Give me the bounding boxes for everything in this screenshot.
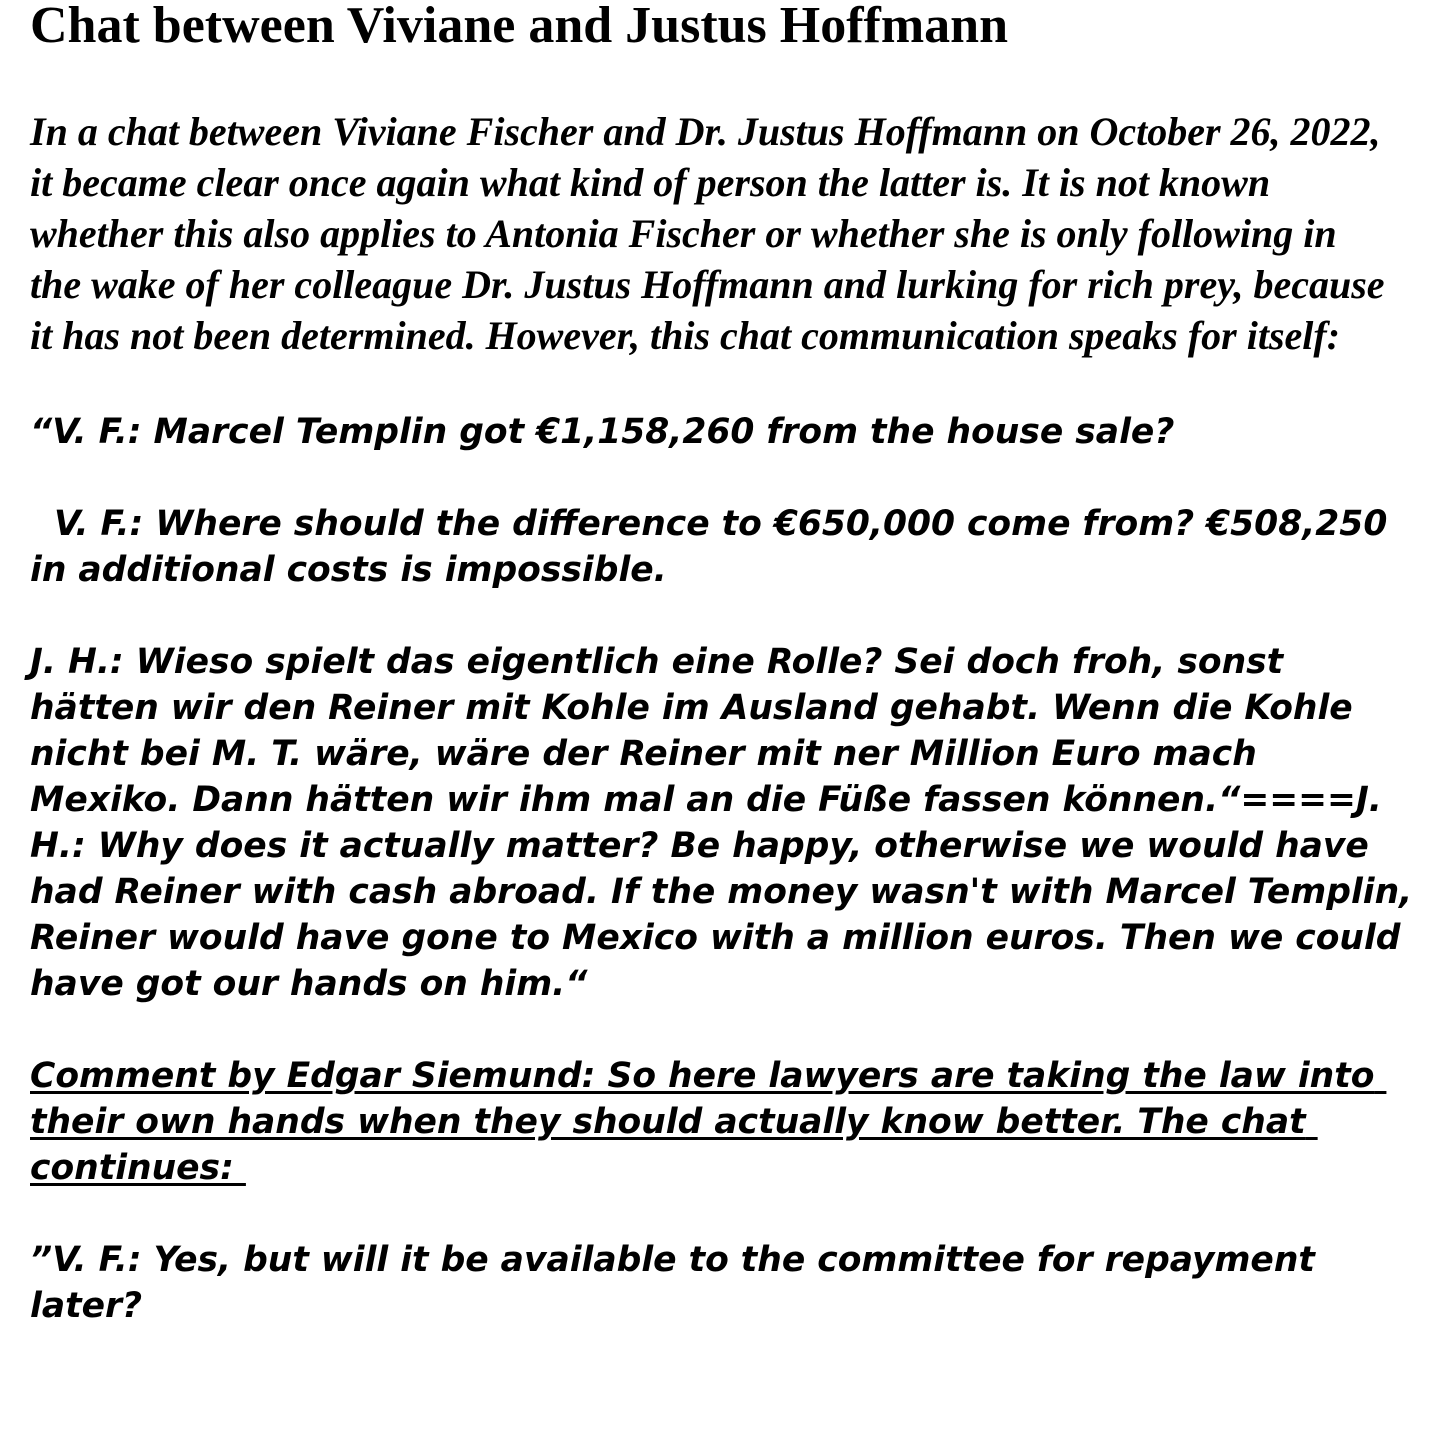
intro-paragraph: In a chat between Viviane Fischer and Dr. Justus Hoffmann on October 26, 2022, it became clear once again what kind of person the latter is. It is not known whether this also applies to Antonia Fischer or whether she is only following in the wake of her colleague Dr. Justus Hoffmann and lurking for rich prey, because it has not been determined. However, this chat communication speaks for itself: <box>30 109 1385 358</box>
chat-line-vf-1: “V. F.: Marcel Templin got €1,158,260 from the house sale? <box>30 412 1175 452</box>
document-page <box>30 0 1425 1329</box>
chat-line-vf-2: V. F.: Where should the difference to €650,000 come from? €508,250 in additional costs is impossible. <box>30 504 1400 590</box>
chat-line-jh: J. H.: Wieso spielt das eigentlich eine Rolle? Sei doch froh, sonst hätten wir den Reiner mit Kohle im Ausland gehabt. Wenn die Kohle nicht bei M. T. wäre, wäre der Reiner mit ner Million Euro mach Mexiko. Dann hätten wir ihm mal an die Füße fassen können.“====J. H.: Why does it actually matter? Be happy, otherwise we would have had Reiner with cash abroad. If the money wasn't with Marcel Templin, Reiner would have gone to Mexico with a million euros. Then we could have got our hands on him.“ <box>30 642 1425 1004</box>
editor-comment: Comment by Edgar Siemund: So here lawyers are taking the law into their own hands when they should actually know better. The chat continues: <box>30 1056 1387 1188</box>
page-title: Chat between Viviane and Justus Hoffmann <box>30 0 1009 54</box>
chat-line-vf-3: ”V. F.: Yes, but will it be available to the committee for repayment later? <box>30 1240 1327 1326</box>
